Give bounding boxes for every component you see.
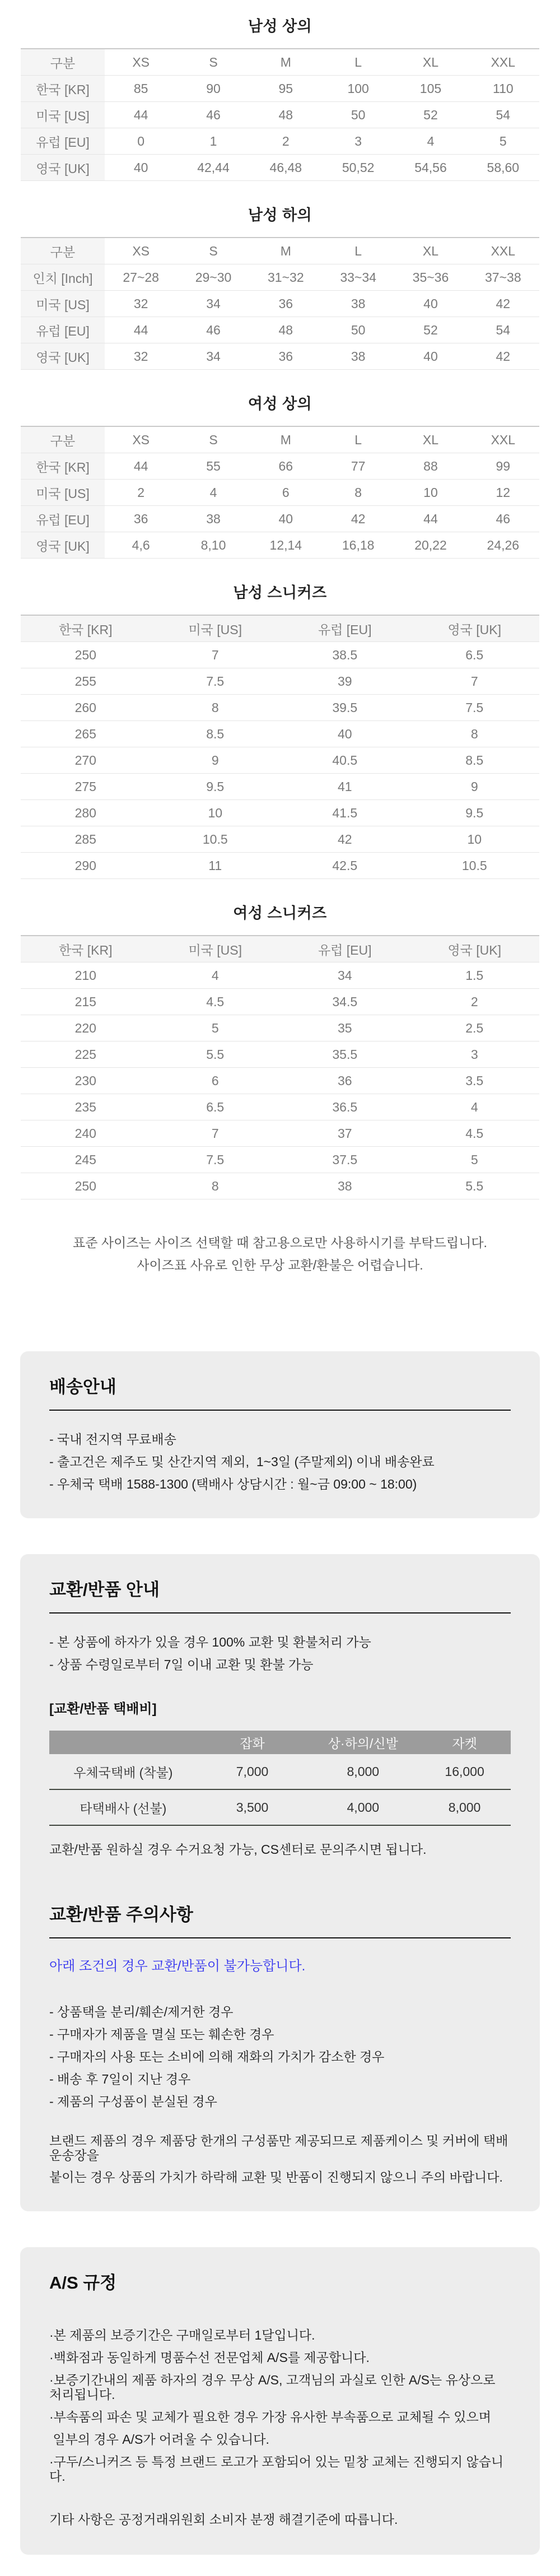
- table-row: [21, 853, 539, 879]
- table-cell: 5: [467, 128, 539, 155]
- size-notes: [0, 1235, 560, 1273]
- table-cell: 6.5: [151, 1094, 281, 1120]
- table-header-cell: XXL: [467, 238, 539, 264]
- table-cell: 2: [410, 989, 540, 1015]
- list-item: - 구매자가 제품을 멸실 또는 훼손한 경우: [49, 2027, 274, 2042]
- table-row: [21, 76, 539, 102]
- as-policy-box: [20, 2247, 540, 2555]
- table-cell: 54: [467, 317, 539, 343]
- table-cell: 7.5: [151, 1147, 281, 1173]
- table-cell: 5: [151, 1015, 281, 1041]
- table-cell: 4: [151, 962, 281, 989]
- fee-table-cell: 8,000: [418, 1789, 511, 1825]
- table-header-cell: 구분: [21, 238, 105, 264]
- table-cell: 38: [322, 291, 394, 317]
- table-cell: 46: [467, 506, 539, 532]
- table-cell: 42: [467, 291, 539, 317]
- table-cell: 105: [394, 76, 466, 102]
- table-cell: 40: [394, 343, 466, 370]
- table-header-cell: XL: [394, 426, 466, 453]
- table-cell: 37: [280, 1120, 410, 1147]
- fee-table-cell: 4,000: [307, 1789, 418, 1825]
- fee-table-header-cell: 상·하의/신발: [307, 1731, 418, 1754]
- table-cell: 영국 [UK]: [21, 343, 105, 370]
- table-row: [21, 506, 539, 532]
- table-cell: 44: [105, 102, 177, 128]
- table-cell: 40.5: [280, 747, 410, 774]
- table-cell: 99: [467, 453, 539, 480]
- table-row: [21, 774, 539, 800]
- table-cell: 36: [250, 291, 322, 317]
- table-cell: 44: [105, 453, 177, 480]
- table-cell: 66: [250, 453, 322, 480]
- table-cell: 100: [322, 76, 394, 102]
- table-cell: 42: [280, 826, 410, 853]
- table-cell: 37~38: [467, 264, 539, 291]
- size-table-title: 여성 상의: [248, 396, 312, 412]
- table-cell: 35: [280, 1015, 410, 1041]
- table-row: [21, 1015, 539, 1041]
- table-cell: 40: [280, 721, 410, 747]
- size-table: [21, 48, 539, 181]
- table-cell: 8: [151, 1173, 281, 1199]
- returns-info-title: 교환/반품 안내: [49, 1580, 160, 1599]
- table-cell: 39: [280, 668, 410, 695]
- returns-info-box: [20, 1554, 540, 2211]
- table-header-cell: 미국 [US]: [151, 615, 281, 642]
- table-row: [21, 1120, 539, 1147]
- fee-table-header-row: [49, 1731, 511, 1754]
- fee-table-cell: 3,500: [197, 1789, 308, 1825]
- table-cell: 7.5: [410, 695, 540, 721]
- table-cell: 44: [105, 317, 177, 343]
- table-row: [21, 453, 539, 480]
- table-row: [21, 480, 539, 506]
- fee-table-header-cell: [49, 1731, 197, 1754]
- list-item: ·구두/스니커즈 등 특정 브랜드 로고가 포함되어 있는 밑창 교체는 진행되지 않습니다.: [49, 2454, 504, 2484]
- table-cell: 54,56: [394, 155, 466, 181]
- table-header-cell: 미국 [US]: [151, 936, 281, 962]
- shipping-info-title: 배송안내: [49, 1377, 116, 1397]
- table-header-cell: 영국 [UK]: [410, 936, 540, 962]
- table-cell: 32: [105, 343, 177, 370]
- table-header-cell: XL: [394, 238, 466, 264]
- table-row: [21, 747, 539, 774]
- table-header-cell: M: [250, 238, 322, 264]
- table-cell: 9: [410, 774, 540, 800]
- table-cell: 52: [394, 102, 466, 128]
- size-table-title: 남성 상의: [248, 18, 312, 35]
- table-cell: 215: [21, 989, 151, 1015]
- table-header-cell: S: [177, 49, 249, 76]
- table-cell: 31~32: [250, 264, 322, 291]
- table-cell: 27~28: [105, 264, 177, 291]
- table-header-cell: L: [322, 49, 394, 76]
- table-header-cell: 유럽 [EU]: [280, 615, 410, 642]
- table-cell: 2.5: [410, 1015, 540, 1041]
- table-cell: 한국 [KR]: [21, 453, 105, 480]
- list-item: 일부의 경우 A/S가 어려울 수 있습니다.: [49, 2432, 269, 2447]
- table-cell: 6.5: [410, 642, 540, 668]
- size-table-title: 남성 스니커즈: [233, 584, 327, 601]
- table-cell: 8.5: [410, 747, 540, 774]
- table-cell: 285: [21, 826, 151, 853]
- fee-table-row: [49, 1754, 511, 1789]
- table-row: [21, 1068, 539, 1094]
- table-cell: 한국 [KR]: [21, 76, 105, 102]
- table-header-cell: 영국 [UK]: [410, 615, 540, 642]
- table-cell: 85: [105, 76, 177, 102]
- table-header-cell: 한국 [KR]: [21, 936, 151, 962]
- table-row: [21, 800, 539, 826]
- table-cell: 11: [151, 853, 281, 879]
- fee-table-header-cell: 잡화: [197, 1731, 308, 1754]
- table-row: [21, 532, 539, 559]
- table-cell: 8: [410, 721, 540, 747]
- table-cell: 220: [21, 1015, 151, 1041]
- table-cell: 6: [250, 480, 322, 506]
- table-row: [21, 343, 539, 370]
- size-table-section: [0, 17, 560, 181]
- returns-caution-intro: 아래 조건의 경우 교환/반품이 불가능합니다.: [49, 1959, 306, 1974]
- table-row: [21, 668, 539, 695]
- table-cell: 유럽 [EU]: [21, 317, 105, 343]
- fee-table-cell: 16,000: [418, 1754, 511, 1789]
- table-cell: 1.5: [410, 962, 540, 989]
- size-table-section: [0, 583, 560, 879]
- table-cell: 37.5: [280, 1147, 410, 1173]
- table-header-row: [21, 238, 539, 264]
- table-cell: 255: [21, 668, 151, 695]
- table-cell: 12,14: [250, 532, 322, 559]
- list-item: - 본 상품에 하자가 있을 경우 100% 교환 및 환불처리 가능: [49, 1635, 371, 1649]
- table-row: [21, 291, 539, 317]
- list-item: - 우체국 택배 1588-1300 (택배사 상담시간 : 월~금 09:00 ~ 18:00): [49, 1477, 417, 1491]
- size-table-title: 남성 하의: [248, 207, 312, 224]
- table-cell: 40: [250, 506, 322, 532]
- table-cell: 40: [105, 155, 177, 181]
- table-cell: 41: [280, 774, 410, 800]
- table-cell: 4: [394, 128, 466, 155]
- table-row: [21, 1147, 539, 1173]
- list-item: - 상품 수령일로부터 7일 이내 교환 및 환불 가능: [49, 1657, 314, 1672]
- table-cell: 미국 [US]: [21, 480, 105, 506]
- table-cell: 52: [394, 317, 466, 343]
- table-cell: 36: [280, 1068, 410, 1094]
- table-cell: 2: [250, 128, 322, 155]
- table-cell: 46: [177, 102, 249, 128]
- table-row: [21, 155, 539, 181]
- size-table-section: [0, 206, 560, 370]
- returns-caution-list: [49, 2005, 511, 2109]
- table-row: [21, 1094, 539, 1120]
- table-cell: 34: [280, 962, 410, 989]
- table-row: [21, 317, 539, 343]
- table-cell: 4: [177, 480, 249, 506]
- table-cell: 1: [177, 128, 249, 155]
- table-cell: 24,26: [467, 532, 539, 559]
- table-cell: 3.5: [410, 1068, 540, 1094]
- table-row: [21, 826, 539, 853]
- table-header-cell: XS: [105, 49, 177, 76]
- table-cell: 38: [177, 506, 249, 532]
- table-cell: 10: [410, 826, 540, 853]
- table-cell: 50,52: [322, 155, 394, 181]
- table-cell: 8: [151, 695, 281, 721]
- table-cell: 3: [410, 1041, 540, 1068]
- heading-divider: [49, 1410, 511, 1411]
- table-cell: 유럽 [EU]: [21, 506, 105, 532]
- size-table: [21, 426, 539, 559]
- table-cell: 46: [177, 317, 249, 343]
- table-cell: 인치 [Inch]: [21, 264, 105, 291]
- table-cell: 0: [105, 128, 177, 155]
- table-header-cell: XXL: [467, 49, 539, 76]
- table-cell: 10: [151, 800, 281, 826]
- fee-table-cell: 7,000: [197, 1754, 308, 1789]
- table-header-cell: S: [177, 238, 249, 264]
- table-header-cell: 구분: [21, 426, 105, 453]
- heading-divider: [49, 1937, 511, 1938]
- table-row: [21, 962, 539, 989]
- table-cell: 32: [105, 291, 177, 317]
- table-row: [21, 264, 539, 291]
- table-cell: 영국 [UK]: [21, 155, 105, 181]
- table-header-row: [21, 49, 539, 76]
- table-cell: 미국 [US]: [21, 102, 105, 128]
- table-row: [21, 1173, 539, 1199]
- table-cell: 36: [250, 343, 322, 370]
- table-cell: 38.5: [280, 642, 410, 668]
- returns-caution-paragraph-line-2: 붙이는 경우 상품의 가치가 하락해 교환 및 반품이 진행되지 않으니 주의 바랍니다.: [49, 2170, 503, 2184]
- table-header-row: [21, 615, 539, 642]
- table-cell: 5: [410, 1147, 540, 1173]
- table-cell: 2: [105, 480, 177, 506]
- list-item: - 국내 전지역 무료배송: [49, 1432, 176, 1447]
- table-cell: 48: [250, 317, 322, 343]
- table-cell: 240: [21, 1120, 151, 1147]
- table-header-cell: XS: [105, 426, 177, 453]
- table-row: [21, 1041, 539, 1068]
- table-cell: 88: [394, 453, 466, 480]
- table-cell: 230: [21, 1068, 151, 1094]
- table-cell: 42.5: [280, 853, 410, 879]
- fee-table-cell: 타택배사 (선불): [49, 1789, 197, 1825]
- table-cell: 235: [21, 1094, 151, 1120]
- as-policy-title: A/S 규정: [49, 2273, 117, 2293]
- table-cell: 270: [21, 747, 151, 774]
- table-cell: 8,10: [177, 532, 249, 559]
- table-cell: 39.5: [280, 695, 410, 721]
- table-cell: 9.5: [410, 800, 540, 826]
- list-item: - 출고건은 제주도 및 산간지역 제외, 1~3일 (주말제외) 이내 배송완료: [49, 1454, 435, 1469]
- table-cell: 3: [322, 128, 394, 155]
- table-header-cell: L: [322, 426, 394, 453]
- table-cell: 42,44: [177, 155, 249, 181]
- return-fee-table: [49, 1731, 511, 1826]
- returns-caution-paragraph-line-1: 브랜드 제품의 경우 제품당 한개의 구성품만 제공되므로 제품케이스 및 커버에 택배 운송장을: [49, 2133, 508, 2163]
- table-cell: 유럽 [EU]: [21, 128, 105, 155]
- fee-table-cell: 8,000: [307, 1754, 418, 1789]
- table-header-cell: XS: [105, 238, 177, 264]
- table-cell: 250: [21, 1173, 151, 1199]
- table-cell: 42: [322, 506, 394, 532]
- table-cell: 38: [322, 343, 394, 370]
- table-cell: 55: [177, 453, 249, 480]
- table-header-cell: S: [177, 426, 249, 453]
- size-table: [21, 935, 539, 1199]
- table-cell: 34: [177, 291, 249, 317]
- table-cell: 29~30: [177, 264, 249, 291]
- table-cell: 36.5: [280, 1094, 410, 1120]
- table-cell: 48: [250, 102, 322, 128]
- table-cell: 34.5: [280, 989, 410, 1015]
- table-cell: 90: [177, 76, 249, 102]
- table-cell: 33~34: [322, 264, 394, 291]
- table-cell: 5.5: [410, 1173, 540, 1199]
- table-cell: 8: [322, 480, 394, 506]
- list-item: - 배송 후 7일이 지난 경우: [49, 2072, 191, 2086]
- table-row: [21, 989, 539, 1015]
- table-cell: 10: [394, 480, 466, 506]
- return-fee-note: 교환/반품 원하실 경우 수거요청 가능, CS센터로 문의주시면 됩니다.: [49, 1842, 427, 1857]
- table-header-cell: XXL: [467, 426, 539, 453]
- table-cell: 44: [394, 506, 466, 532]
- size-table-title: 여성 스니커즈: [233, 905, 327, 922]
- list-item: ·보증기간내의 제품 하자의 경우 무상 A/S, 고객님의 과실로 인한 A/S는 유상으로 처리됩니다.: [49, 2373, 499, 2402]
- table-row: [21, 128, 539, 155]
- size-tables-section: [0, 17, 560, 1199]
- table-cell: 4.5: [410, 1120, 540, 1147]
- table-cell: 7: [151, 1120, 281, 1147]
- table-cell: 260: [21, 695, 151, 721]
- size-table-section: [0, 904, 560, 1199]
- fee-table-header-cell: 자켓: [418, 1731, 511, 1754]
- size-table-section: [0, 394, 560, 559]
- table-cell: 225: [21, 1041, 151, 1068]
- table-header-cell: L: [322, 238, 394, 264]
- table-cell: 42: [467, 343, 539, 370]
- table-cell: 35.5: [280, 1041, 410, 1068]
- table-cell: 110: [467, 76, 539, 102]
- size-table: [21, 615, 539, 879]
- table-cell: 4: [410, 1094, 540, 1120]
- table-cell: 7.5: [151, 668, 281, 695]
- table-cell: 20,22: [394, 532, 466, 559]
- table-cell: 12: [467, 480, 539, 506]
- returns-caution-title: 교환/반품 주의사항: [49, 1905, 193, 1924]
- table-row: [21, 695, 539, 721]
- table-cell: 41.5: [280, 800, 410, 826]
- table-header-cell: 유럽 [EU]: [280, 936, 410, 962]
- table-cell: 34: [177, 343, 249, 370]
- table-row: [21, 102, 539, 128]
- table-cell: 210: [21, 962, 151, 989]
- table-cell: 4.5: [151, 989, 281, 1015]
- size-table: [21, 237, 539, 370]
- table-cell: 58,60: [467, 155, 539, 181]
- table-cell: 50: [322, 317, 394, 343]
- table-header-row: [21, 936, 539, 962]
- table-header-cell: 구분: [21, 49, 105, 76]
- table-cell: 9.5: [151, 774, 281, 800]
- table-cell: 5.5: [151, 1041, 281, 1068]
- list-item: ·본 제품의 보증기간은 구매일로부터 1달입니다.: [49, 2328, 315, 2342]
- table-cell: 16,18: [322, 532, 394, 559]
- fee-table-row: [49, 1789, 511, 1825]
- table-cell: 54: [467, 102, 539, 128]
- table-cell: 4,6: [105, 532, 177, 559]
- table-cell: 50: [322, 102, 394, 128]
- returns-info-list: [49, 1635, 511, 1672]
- list-item: - 구매자의 사용 또는 소비에 의해 재화의 가치가 감소한 경우: [49, 2049, 385, 2064]
- heading-divider: [49, 1612, 511, 1614]
- table-cell: 10.5: [410, 853, 540, 879]
- table-header-cell: M: [250, 49, 322, 76]
- table-header-cell: XL: [394, 49, 466, 76]
- table-cell: 275: [21, 774, 151, 800]
- table-cell: 290: [21, 853, 151, 879]
- table-cell: 7: [151, 642, 281, 668]
- return-fee-table-title: [교환/반품 택배비]: [49, 1701, 157, 1717]
- table-cell: 46,48: [250, 155, 322, 181]
- table-cell: 8.5: [151, 721, 281, 747]
- table-cell: 245: [21, 1147, 151, 1173]
- table-header-cell: 한국 [KR]: [21, 615, 151, 642]
- table-cell: 95: [250, 76, 322, 102]
- list-item: - 상품택을 분리/훼손/제거한 경우: [49, 2005, 234, 2019]
- as-policy-footer: 기타 사항은 공정거래위원회 소비자 분쟁 해결기준에 따릅니다.: [49, 2512, 398, 2527]
- as-policy-list: [49, 2328, 511, 2484]
- table-cell: 9: [151, 747, 281, 774]
- table-cell: 280: [21, 800, 151, 826]
- table-cell: 250: [21, 642, 151, 668]
- table-cell: 40: [394, 291, 466, 317]
- table-row: [21, 721, 539, 747]
- table-cell: 36: [105, 506, 177, 532]
- table-cell: 77: [322, 453, 394, 480]
- shipping-info-box: [20, 1351, 540, 1518]
- table-cell: 265: [21, 721, 151, 747]
- list-item: ·부속품의 파손 및 교체가 필요한 경우 가장 유사한 부속품으로 교체될 수 있으며: [49, 2410, 491, 2424]
- table-row: [21, 642, 539, 668]
- table-cell: 35~36: [394, 264, 466, 291]
- table-header-row: [21, 426, 539, 453]
- table-cell: 영국 [UK]: [21, 532, 105, 559]
- fee-table-cell: 우체국택배 (착불): [49, 1754, 197, 1789]
- size-note-line-2: 사이즈표 사유로 인한 무상 교환/환불은 어렵습니다.: [137, 1258, 423, 1272]
- table-cell: 6: [151, 1068, 281, 1094]
- size-note-line-1: 표준 사이즈는 사이즈 선택할 때 참고용으로만 사용하시기를 부탁드립니다.: [73, 1235, 487, 1250]
- list-item: ·백화점과 동일하게 명품수선 전문업체 A/S를 제공합니다.: [49, 2350, 370, 2365]
- table-header-cell: M: [250, 426, 322, 453]
- table-cell: 7: [410, 668, 540, 695]
- table-cell: 38: [280, 1173, 410, 1199]
- table-cell: 미국 [US]: [21, 291, 105, 317]
- table-cell: 10.5: [151, 826, 281, 853]
- list-item: - 제품의 구성품이 분실된 경우: [49, 2094, 217, 2109]
- shipping-info-list: [49, 1432, 511, 1491]
